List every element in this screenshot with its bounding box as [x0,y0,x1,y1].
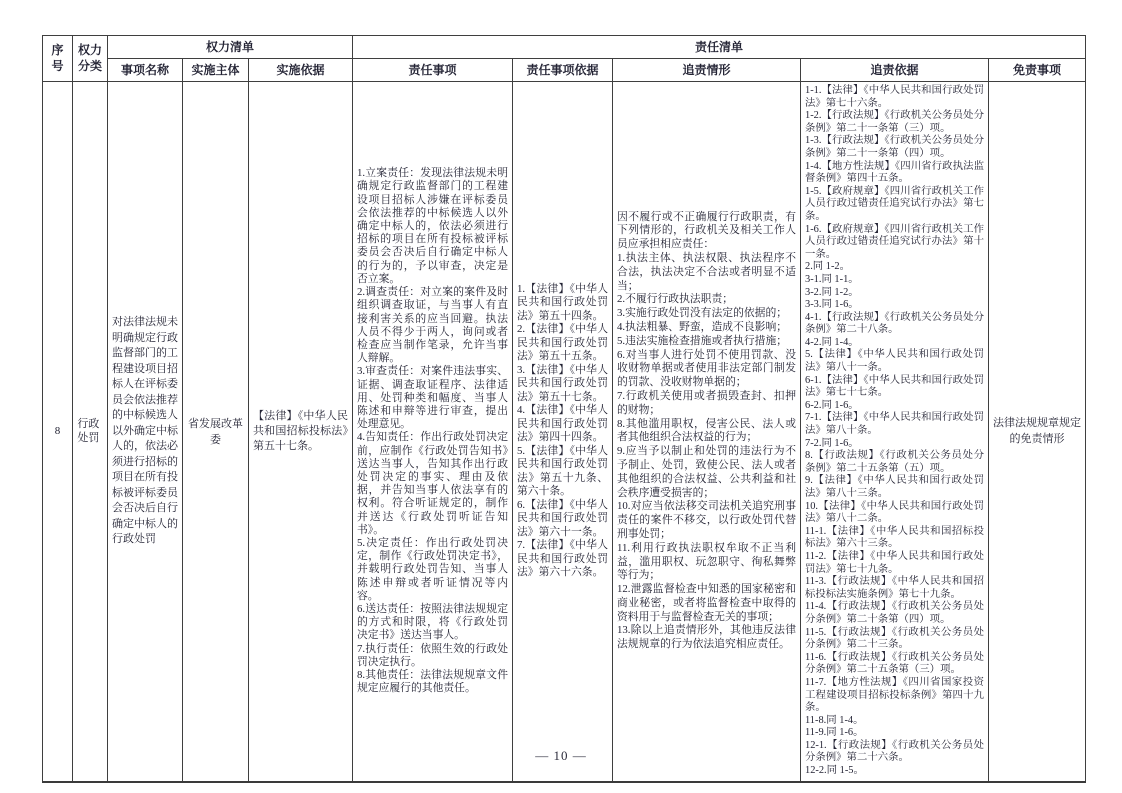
header-category: 权力分类 [73,36,108,82]
cell-implementer: 省发展改革委 [183,82,249,782]
list-item: 11-7.【地方性法规】《四川省国家投资工程建设项目招标投标条例》第四十九条。 [805,676,984,714]
header-duty-item-basis: 责任事项依据 [513,59,613,82]
cell-accountability [613,82,801,782]
cell-accountability-basis [801,82,989,782]
list-item: 4.执法粗暴、野蛮，造成不良影响； [617,320,788,333]
list-item: 8.其他滥用职权，侵害公民、法人或者其他组织合法权益的行为； [617,417,796,444]
list-item: 1-2.【行政法规】《行政机关公务员处分条例》第二十一条第（三）项。 [805,110,984,134]
list-item: 11-4.【行政法规】《行政机关公务员处分条例》第二十条第（四）项。 [805,601,984,625]
list-item: 11-3.【行政法规】《中华人民共和国招标投标法实施条例》第七十九条。 [805,576,984,600]
list-item: 2.同 1-2。 [805,261,851,273]
header-item-name: 事项名称 [108,59,183,82]
list-item: 7.【法律】《中华人民共和国行政处罚法》第六十六条。 [517,539,608,579]
header-row-top [43,36,1086,59]
list-item: 11-9.同 1-6。 [805,727,864,739]
list-item: 7.执行责任：依照生效的行政处罚决定执行。 [357,642,508,668]
list-item: 1.【法律】《中华人民共和国行政处罚法》第五十四条。 [517,282,608,322]
list-item: 12-1.【行政法规】《行政机关公务员处分条例》第二十六条。 [805,739,984,764]
list-item: 4.告知责任：作出行政处罚决定前，应制作《行政处罚告知书》送达当事人，告知其作出行政处罚决定的事实、理由及依据，并告知当事人依法享有的权利。符合听证规定的，制作并送达《行政处罚听证告知书》。 [357,431,508,536]
list-item: 3.实施行政处罚没有法定的依据的； [617,307,788,320]
list-item: 3.审查责任：对案件违法事实、证据、调查取证程序、法律适用、处罚种类和幅度、当事人陈述和申辩等进行审查，提出处理意见。 [357,365,508,431]
header-serial: 序号 [43,36,73,82]
header-implementer: 实施主体 [183,59,249,82]
cell-duty-item-basis [513,82,613,782]
cell-serial: 8 [43,82,73,782]
list-item: 2.不履行行政执法职责； [617,293,734,306]
accountability-basis-list [805,85,984,778]
list-item: 8.其他责任：法律法规规章文件规定应履行的其他责任。 [357,668,508,695]
cell-item-name: 对法律法规未明确规定行政监督部门的工程建设项目招标人在评标委员会依法推荐的中标候选人以外确定中标人的，依法必须进行招标的项目在所有投标被评标委员会否决后自行确定中标人的行政处罚 [108,82,183,782]
list-item: 11-6.【行政法规】《行政机关公务员处分条例》第二十五条第（三）项。 [805,651,984,676]
list-item: 5.【法律】《中华人民共和国行政处罚法》第八十一条。 [805,349,984,374]
exemption-text: 法律法规规章规定的免责情形 [993,417,1082,446]
accountability-block [617,211,796,653]
list-item: 10.对应当依法移交司法机关追究刑事责任的案件不移交，以行政处罚代替刑事处罚； [617,500,796,540]
list-item: 6.【法律】《中华人民共和国行政处罚法》第六十一条。 [517,498,608,538]
list-item: 11-2.【法律】《中华人民共和国行政处罚法》第七十九条。 [805,550,984,575]
header-duty-list: 责任清单 [353,36,1086,59]
list-item: 12-2.同 1-5。 [805,765,864,777]
list-item: 2.调查责任：对立案的案件及时组织调查取证，与当事人有直接利害关系的应当回避。执法人员不得少于两人，询问或者检查应当制作笔录，允许当事人辩解。 [357,286,508,365]
list-item: 10.【法律】《中华人民共和国行政处罚法》第八十二条。 [805,500,984,525]
list-item: 4-1.【行政法规】《行政机关公务员处分条例》第二十八条。 [805,311,984,336]
list-item: 1-1.【法律】《中华人民共和国行政处罚法》第七十六条。 [805,85,984,109]
list-item: 5.【法律】《中华人民共和国行政处罚法》第五十九条、第六十条。 [517,444,608,498]
list-item: 3-1.同 1-1。 [805,273,859,285]
list-item: 9.【法律】《中华人民共和国行政处罚法》第八十三条。 [805,475,984,499]
header-exemption: 免责事项 [989,59,1086,82]
list-item: 3.【法律】《中华人民共和国行政处罚法》第五十七条。 [517,363,608,403]
header-impl-basis: 实施依据 [249,59,353,82]
list-item: 4-2.同 1-4。 [805,336,859,348]
list-item: 11-1.【法律】《中华人民共和国招标投标法》第六十三条。 [805,525,984,550]
list-item: 1.立案责任：发现法律法规未明确规定行政监督部门的工程建设项目招标人涉嫌在评标委员会依法推荐的中标候选人以外确定中标人的，依法必须进行招标的项目在所有投标被评标委员会否决后自行确定中标人的行为的，予以审查，决定是否立案。 [357,167,508,285]
list-item: 4.【法律】《中华人民共和国行政处罚法》第四十四条。 [517,404,608,444]
list-item: 5.决定责任：作出行政处罚决定，制作《行政处罚决定书》，并载明行政处罚告知、当事人陈述申辩或者听证情况等内容。 [357,536,508,602]
list-item: 8.【行政法规】《行政机关公务员处分条例》第二十五条第（五）项。 [805,450,984,474]
list-item: 7-1.【法律】《中华人民共和国行政处罚法》第八十条。 [805,412,984,437]
cell-duty-items [353,82,513,782]
header-power-list: 权力清单 [108,36,353,59]
list-item: 11.利用行政执法职权牟取不正当利益，滥用职权、玩忽职守、徇私舞弊等行为； [617,541,796,582]
list-item: 6.送达责任：按照法律法规规定的方式和时限，将《行政处罚决定书》送达当事人。 [357,602,508,642]
accountability-list [617,252,796,652]
list-item: 11-8.同 1-4。 [805,714,864,726]
duty-basis-list [517,283,608,580]
power-duty-table [42,35,1086,783]
list-item: 7.行政机关使用或者损毁查封、扣押的财物； [617,389,796,416]
list-item: 7-2.同 1-6。 [805,437,859,449]
header-accountability: 追责情形 [613,59,801,82]
duty-items-list [357,167,508,695]
list-item: 1-3.【行政法规】《行政机关公务员处分条例》第二十一条第（四）项。 [805,135,984,159]
list-item: 13.除以上追责情形外，其他违反法律法规规章的行为依法追究相应责任。 [617,624,796,651]
list-item: 5.违法实施检查措施或者执行措施； [617,334,788,347]
list-item: 6-1.【法律】《中华人民共和国行政处罚法》第七十七条。 [805,374,984,399]
list-item: 9.应当予以制止和处罚的违法行为不予制止、处罚，致使公民、法人或者其他组织的合法权益、公共利益和社会秩序遭受损害的； [617,445,796,499]
list-item: 1-5.【政府规章】《四川省行政机关工作人员行政过错责任追究试行办法》第七条。 [805,185,984,222]
list-item: 6.对当事人进行处罚不使用罚款、没收财物单据或者使用非法定部门制发的罚款、没收财物单据的； [617,348,796,389]
header-accountability-basis: 追责依据 [801,59,989,82]
list-item: 1-4.【地方性法规】《四川省行政执法监督条例》第四十五条。 [805,160,984,185]
list-item: 1.执法主体、执法权限、执法程序不合法，执法决定不合法或者明显不适当； [617,251,796,292]
list-item: 2.【法律】《中华人民共和国行政处罚法》第五十五条。 [517,323,608,363]
list-item: 3-3.同 1-6。 [805,299,859,311]
table-header [43,36,1086,82]
accountability-intro: 因不履行或不正确履行行政职责，有下列情形的，行政机关及相关工作人员应承担相应责任： [617,210,796,251]
cell-impl-basis: 【法律】《中华人民共和国招标投标法》第五十七条。 [249,82,353,782]
cell-exemption [989,82,1086,782]
table-row [43,82,1086,782]
header-duty-item: 责任事项 [353,59,513,82]
list-item: 11-5.【行政法规】《行政机关公务员处分条例》第二十三条。 [805,626,984,651]
cell-category: 行政处罚 [73,82,108,782]
header-row-sub [43,59,1086,82]
table-body [43,82,1086,782]
list-item: 1-6.【政府规章】《四川省行政机关工作人员行政过错责任追究试行办法》第十一条。 [805,223,984,260]
list-item: 6-2.同 1-6。 [805,399,859,411]
list-item: 3-2.同 1-2。 [805,286,859,298]
list-item: 12.泄露监督检查中知悉的国家秘密和商业秘密，或者将监督检查中取得的资料用于与监督检查无关的事项； [617,583,796,623]
page-number: — 10 — [535,748,587,763]
